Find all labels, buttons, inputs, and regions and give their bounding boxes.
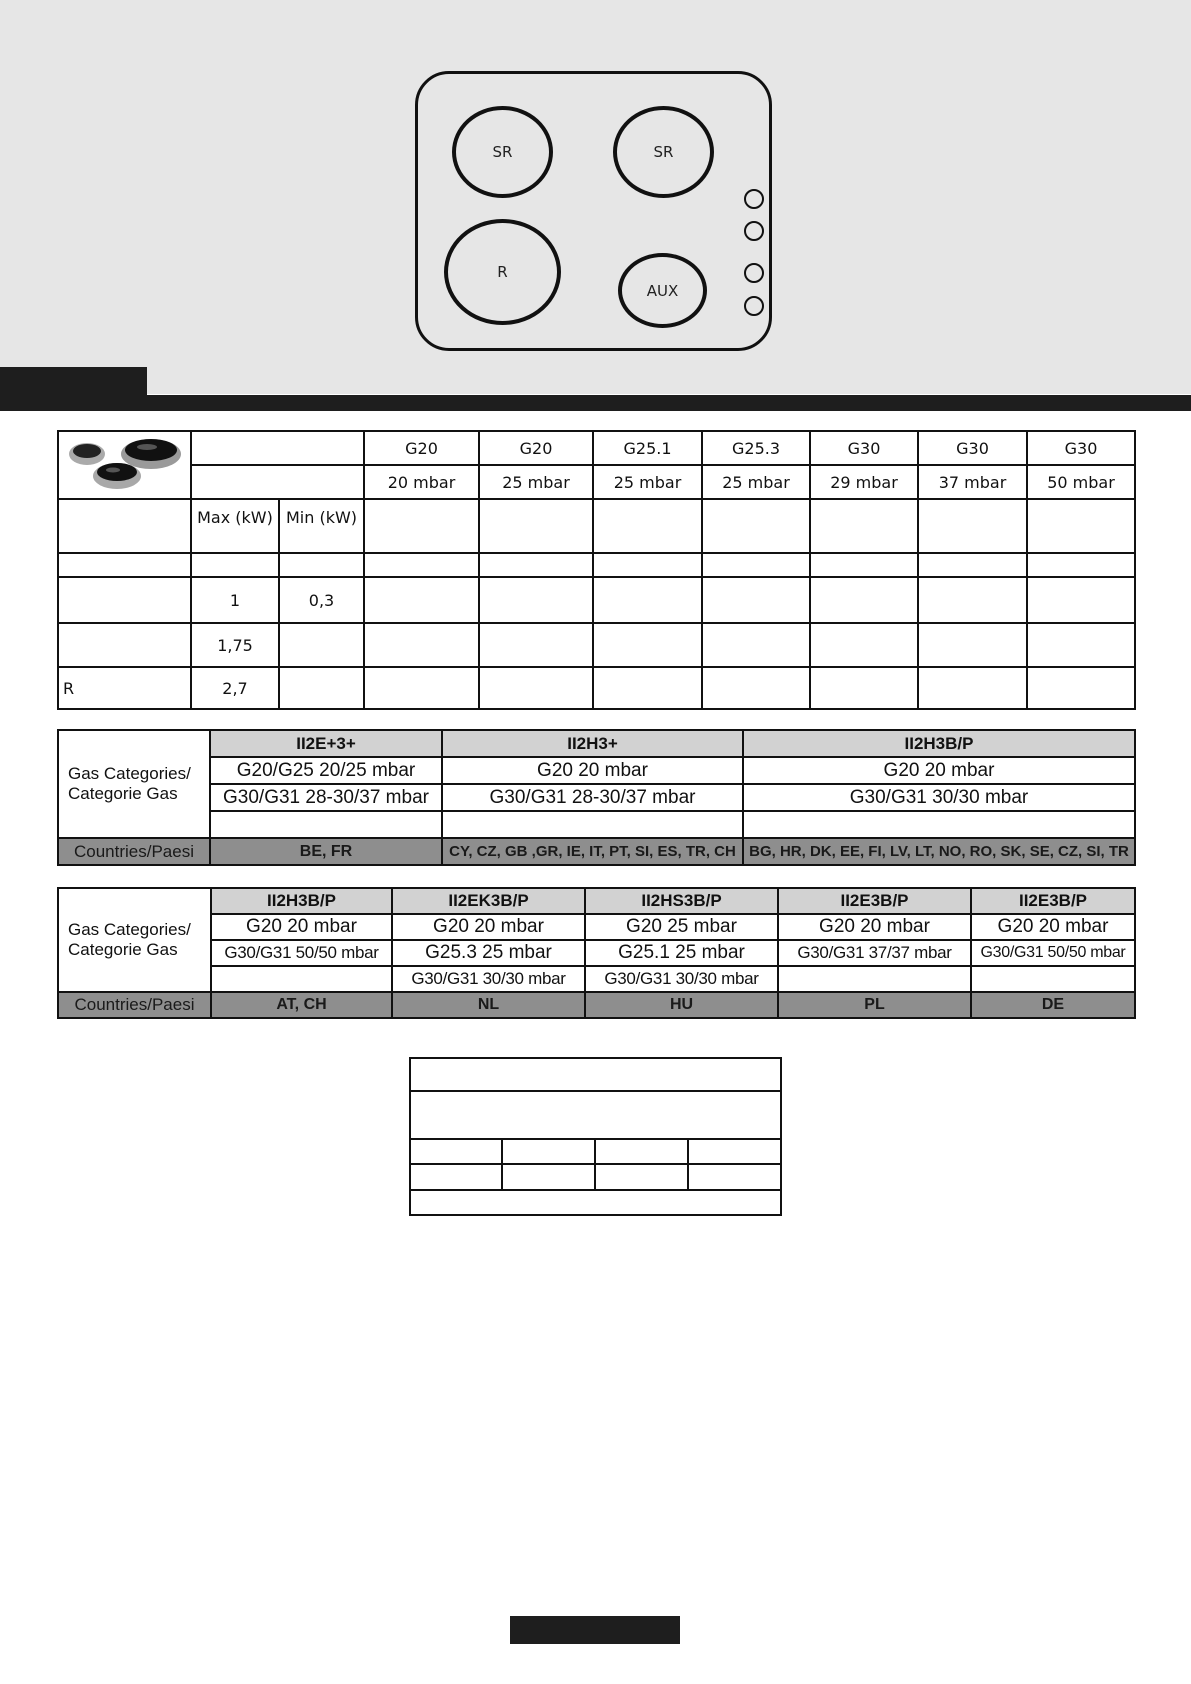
gas-type-header: G25.3 — [702, 431, 810, 465]
burner-label: SR — [492, 143, 513, 161]
control-knob-icon — [744, 221, 764, 241]
section-rule — [0, 395, 1191, 411]
burner-semi-rapid-left — [452, 106, 553, 198]
control-knob-icon — [744, 263, 764, 283]
countries-cell: HU — [585, 992, 778, 1018]
burner-name — [58, 577, 191, 623]
control-knob-icon — [744, 189, 764, 209]
burner-rapid — [444, 219, 561, 325]
pressure-header: 25 mbar — [479, 465, 593, 499]
gas-type-header: G25.1 — [593, 431, 702, 465]
blank-cell — [58, 499, 191, 553]
category-header: II2E+3+ — [210, 730, 442, 757]
gas-pressure-cell — [211, 966, 392, 992]
blank-header-cell — [191, 465, 364, 499]
min-power-value — [279, 667, 364, 709]
gas-pressure-cell: G20 25 mbar — [585, 914, 778, 940]
blank-header-cell — [191, 431, 364, 465]
category-header: II2EK3B/P — [392, 888, 585, 914]
gas-pressure-cell: G30/G31 30/30 mbar — [743, 784, 1135, 811]
burner-label: R — [497, 263, 508, 281]
category-header: II2E3B/P — [778, 888, 971, 914]
countries-label: Countries/Paesi — [58, 992, 211, 1018]
gas-pressure-cell: G30/G31 50/50 mbar — [971, 940, 1135, 966]
pressure-header: 25 mbar — [702, 465, 810, 499]
max-power-value: 2,7 — [191, 667, 279, 709]
countries-cell: DE — [971, 992, 1135, 1018]
gas-pressure-cell: G25.1 25 mbar — [585, 940, 778, 966]
gas-categories-table-2 — [57, 887, 1136, 1019]
burner-label: SR — [653, 143, 674, 161]
hob-diagram — [415, 71, 772, 351]
burner-auxiliary — [618, 253, 707, 328]
gas-pressure-cell: G30/G31 50/50 mbar — [211, 940, 392, 966]
gas-type-header: G20 — [479, 431, 593, 465]
pressure-header: 50 mbar — [1027, 465, 1135, 499]
burner-label: AUX — [646, 281, 679, 300]
burner-semi-rapid-right — [613, 106, 714, 198]
gas-pressure-cell: G30/G31 30/30 mbar — [585, 966, 778, 992]
max-power-header: Max (kW) — [191, 499, 279, 553]
burner-name: R — [58, 667, 191, 709]
gas-pressure-cell: G30/G31 37/37 mbar — [778, 940, 971, 966]
pressure-header: 20 mbar — [364, 465, 479, 499]
gas-type-header: G30 — [810, 431, 918, 465]
page-number-tab — [510, 1616, 680, 1644]
countries-cell: BE, FR — [210, 838, 442, 865]
control-knob-icon — [744, 296, 764, 316]
gas-pressure-cell: G20 20 mbar — [743, 757, 1135, 784]
countries-cell: NL — [392, 992, 585, 1018]
pressure-header: 37 mbar — [918, 465, 1027, 499]
countries-label: Countries/Paesi — [58, 838, 210, 865]
max-power-value: 1 — [191, 577, 279, 623]
gas-pressure-cell: G20 20 mbar — [211, 914, 392, 940]
gas-type-header: G30 — [918, 431, 1027, 465]
category-header: II2H3+ — [442, 730, 743, 757]
gas-type-header: G20 — [364, 431, 479, 465]
gas-pressure-cell — [971, 966, 1135, 992]
min-power-header: Min (kW) — [279, 499, 364, 553]
burner-name — [58, 623, 191, 667]
category-header: II2HS3B/P — [585, 888, 778, 914]
gas-burners-icon — [61, 432, 189, 494]
pressure-header: 25 mbar — [593, 465, 702, 499]
countries-cell: AT, CH — [211, 992, 392, 1018]
gas-categories-label: Gas Categories/ Categorie Gas — [58, 730, 210, 838]
gas-pressure-cell: G30/G31 30/30 mbar — [392, 966, 585, 992]
countries-cell: CY, CZ, GB ,GR, IE, IT, PT, SI, ES, TR, CH — [442, 838, 743, 865]
gas-pressure-cell: G20/G25 20/25 mbar — [210, 757, 442, 784]
pressure-header: 29 mbar — [810, 465, 918, 499]
gas-pressure-cell: G20 20 mbar — [971, 914, 1135, 940]
gas-pressure-cell: G20 20 mbar — [778, 914, 971, 940]
burner-power-table — [57, 430, 1136, 710]
category-header: II2E3B/P — [971, 888, 1135, 914]
countries-cell: PL — [778, 992, 971, 1018]
min-power-value: 0,3 — [279, 577, 364, 623]
gas-pressure-cell: G25.3 25 mbar — [392, 940, 585, 966]
gas-pressure-cell: G30/G31 28-30/37 mbar — [442, 784, 743, 811]
min-power-value — [279, 623, 364, 667]
countries-cell: BG, HR, DK, EE, FI, LV, LT, NO, RO, SK, SE, CZ, SI, TR — [743, 838, 1135, 865]
category-header: II2H3B/P — [211, 888, 392, 914]
category-header: II2H3B/P — [743, 730, 1135, 757]
blank-grid-table — [409, 1057, 782, 1216]
burners-image-cell — [58, 431, 191, 499]
gas-categories-label: Gas Categories/ Categorie Gas — [58, 888, 211, 992]
gas-pressure-cell — [778, 966, 971, 992]
max-power-value: 1,75 — [191, 623, 279, 667]
gas-pressure-cell: G30/G31 28-30/37 mbar — [210, 784, 442, 811]
gas-categories-table-1 — [57, 729, 1136, 866]
gas-pressure-cell: G20 20 mbar — [442, 757, 743, 784]
gas-pressure-cell: G20 20 mbar — [392, 914, 585, 940]
gas-type-header: G30 — [1027, 431, 1135, 465]
